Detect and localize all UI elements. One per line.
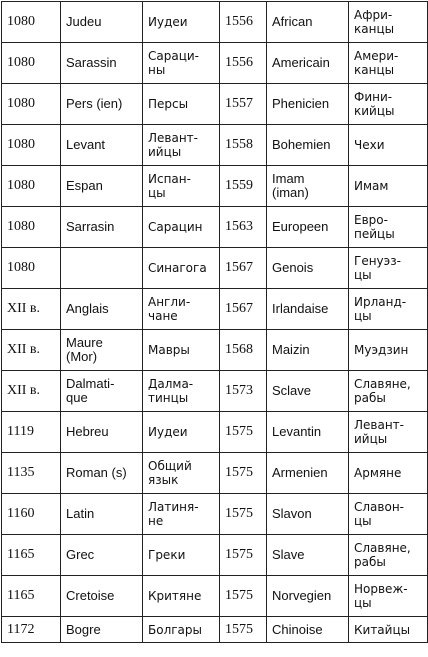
year-cell-right: 1573 [220, 371, 267, 412]
french-word-cell-right: Slave [267, 535, 349, 576]
russian-word-cell-right: Генуэз- цы [349, 248, 428, 289]
french-word-cell-right: African [267, 2, 349, 43]
table-row [2, 617, 428, 643]
table-row [2, 84, 428, 125]
french-word-cell-right: Genois [267, 248, 349, 289]
french-word-cell-right: Slavon [267, 494, 349, 535]
year-cell-left: 1080 [2, 166, 61, 207]
french-word-cell-left: Bogre [61, 617, 143, 643]
french-word-cell-left: Levant [61, 125, 143, 166]
french-word-cell-right: Europeen [267, 207, 349, 248]
russian-word-cell-left: Англи- чане [143, 289, 220, 330]
french-word-cell-right: Bohemien [267, 125, 349, 166]
table-row [2, 576, 428, 617]
year-cell-right: 1559 [220, 166, 267, 207]
french-word-cell-left: Dalmati- que [61, 371, 143, 412]
table-row [2, 166, 428, 207]
year-cell-right: 1568 [220, 330, 267, 371]
year-cell-left: 1080 [2, 207, 61, 248]
year-cell-right: 1557 [220, 84, 267, 125]
ethnonym-table [1, 1, 428, 643]
french-word-cell-right: Sclave [267, 371, 349, 412]
table-row [2, 494, 428, 535]
year-cell-left: XII в. [2, 289, 61, 330]
russian-word-cell-left: Сараци- ны [143, 43, 220, 84]
russian-word-cell-right: Китайцы [349, 617, 428, 643]
french-word-cell-right: Norvegien [267, 576, 349, 617]
table-body [2, 2, 428, 643]
russian-word-cell-left: Иудеи [143, 2, 220, 43]
french-word-cell-left: Pers (ien) [61, 84, 143, 125]
russian-word-cell-left: Далма- тинцы [143, 371, 220, 412]
table-row [2, 535, 428, 576]
russian-word-cell-left: Сарацин [143, 207, 220, 248]
year-cell-left: 1080 [2, 2, 61, 43]
french-word-cell-left: Maure (Mor) [61, 330, 143, 371]
year-cell-right: 1567 [220, 289, 267, 330]
table-row [2, 125, 428, 166]
year-cell-right: 1556 [220, 2, 267, 43]
russian-word-cell-right: Левант- ийцы [349, 412, 428, 453]
year-cell-right: 1575 [220, 617, 267, 643]
year-cell-right: 1575 [220, 535, 267, 576]
french-word-cell-left: Hebreu [61, 412, 143, 453]
russian-word-cell-right: Амери- канцы [349, 43, 428, 84]
french-word-cell-right: Americain [267, 43, 349, 84]
russian-word-cell-left: Иудеи [143, 412, 220, 453]
table-row [2, 453, 428, 494]
russian-word-cell-left: Испан- цы [143, 166, 220, 207]
russian-word-cell-right: Афри- канцы [349, 2, 428, 43]
russian-word-cell-right: Имам [349, 166, 428, 207]
year-cell-left: XII в. [2, 371, 61, 412]
russian-word-cell-right: Славяне, рабы [349, 371, 428, 412]
russian-word-cell-left: Критяне [143, 576, 220, 617]
year-cell-right: 1575 [220, 412, 267, 453]
russian-word-cell-right: Славяне, рабы [349, 535, 428, 576]
russian-word-cell-right: Фини- кийцы [349, 84, 428, 125]
year-cell-right: 1575 [220, 494, 267, 535]
russian-word-cell-right: Норвеж- цы [349, 576, 428, 617]
table-row [2, 207, 428, 248]
year-cell-left: 1080 [2, 248, 61, 289]
russian-word-cell-right: Славон- цы [349, 494, 428, 535]
french-word-cell-right: Imam (iman) [267, 166, 349, 207]
year-cell-left: 1080 [2, 125, 61, 166]
russian-word-cell-right: Евро- пейцы [349, 207, 428, 248]
year-cell-left: XII в. [2, 330, 61, 371]
table-row [2, 412, 428, 453]
year-cell-left: 1172 [2, 617, 61, 643]
table-row [2, 371, 428, 412]
russian-word-cell-left: Общий язык [143, 453, 220, 494]
french-word-cell-left: Latin [61, 494, 143, 535]
year-cell-left: 1080 [2, 84, 61, 125]
french-word-cell-left: Cretoise [61, 576, 143, 617]
year-cell-left: 1080 [2, 43, 61, 84]
russian-word-cell-left: Болгары [143, 617, 220, 643]
table-row [2, 2, 428, 43]
russian-word-cell-left: Латиня- не [143, 494, 220, 535]
year-cell-left: 1135 [2, 453, 61, 494]
year-cell-right: 1558 [220, 125, 267, 166]
french-word-cell-left: Sarassin [61, 43, 143, 84]
russian-word-cell-left: Греки [143, 535, 220, 576]
year-cell-left: 1119 [2, 412, 61, 453]
year-cell-right: 1563 [220, 207, 267, 248]
russian-word-cell-right: Чехи [349, 125, 428, 166]
french-word-cell-right: Levantin [267, 412, 349, 453]
french-word-cell-left: Anglais [61, 289, 143, 330]
french-word-cell-left: Judeu [61, 2, 143, 43]
russian-word-cell-left: Мавры [143, 330, 220, 371]
french-word-cell-left: Sarrasin [61, 207, 143, 248]
table-row [2, 43, 428, 84]
french-word-cell-right: Phenicien [267, 84, 349, 125]
year-cell-right: 1575 [220, 576, 267, 617]
french-word-cell-left: Espan [61, 166, 143, 207]
table-row [2, 248, 428, 289]
table-row [2, 330, 428, 371]
table-row [2, 289, 428, 330]
french-word-cell-right: Irlandaise [267, 289, 349, 330]
french-word-cell-left: Grec [61, 535, 143, 576]
year-cell-left: 1160 [2, 494, 61, 535]
year-cell-left: 1165 [2, 576, 61, 617]
russian-word-cell-left: Персы [143, 84, 220, 125]
year-cell-right: 1567 [220, 248, 267, 289]
french-word-cell-left [61, 248, 143, 289]
year-cell-right: 1575 [220, 453, 267, 494]
russian-word-cell-right: Ирланд- цы [349, 289, 428, 330]
french-word-cell-right: Armenien [267, 453, 349, 494]
russian-word-cell-right: Армяне [349, 453, 428, 494]
russian-word-cell-left: Синагога [143, 248, 220, 289]
russian-word-cell-left: Левант- ийцы [143, 125, 220, 166]
french-word-cell-left: Roman (s) [61, 453, 143, 494]
russian-word-cell-right: Муэдзин [349, 330, 428, 371]
french-word-cell-right: Maizin [267, 330, 349, 371]
year-cell-right: 1556 [220, 43, 267, 84]
french-word-cell-right: Chinoise [267, 617, 349, 643]
year-cell-left: 1165 [2, 535, 61, 576]
